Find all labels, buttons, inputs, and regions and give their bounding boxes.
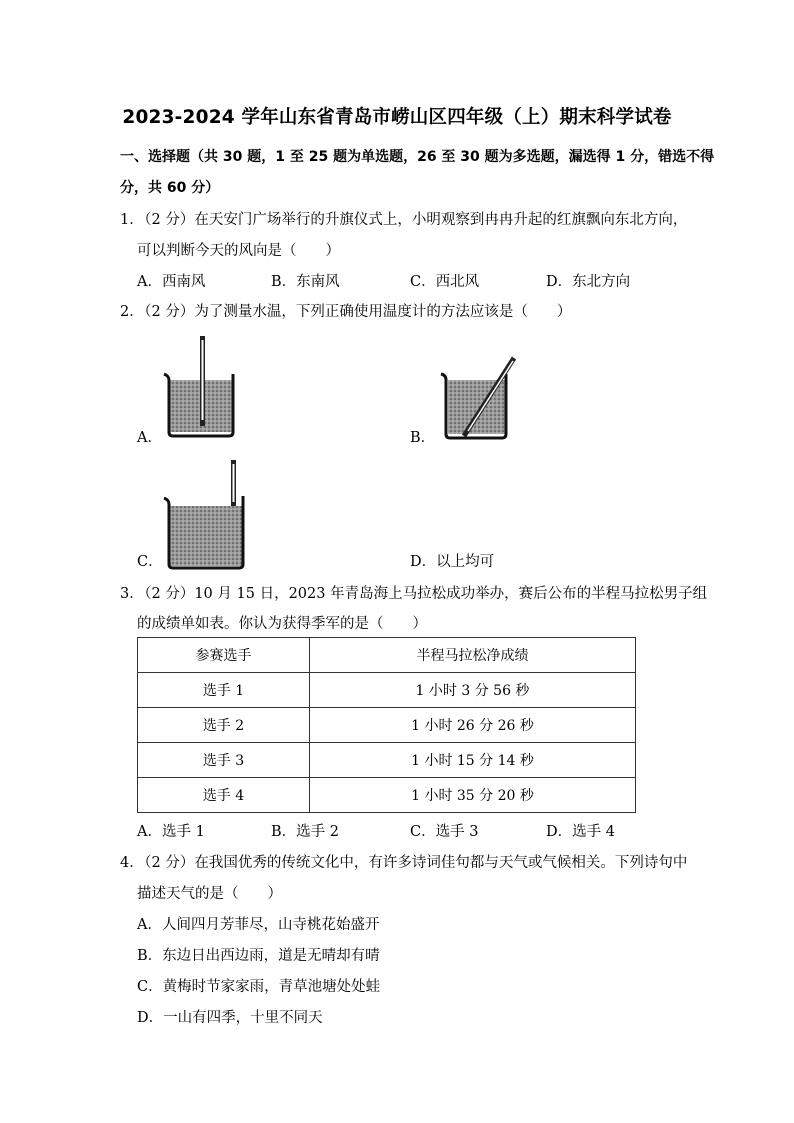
- table-row: [138, 708, 636, 743]
- option-a[interactable]: A．西南风: [137, 274, 206, 290]
- table-cell: 选手 3: [138, 743, 310, 778]
- option-b[interactable]: B．: [410, 430, 436, 446]
- results-table: [137, 637, 636, 813]
- question-4-text-cont: 描述天气的是（ ）: [137, 886, 282, 902]
- question-1-text: （2 分）在天安门广场举行的升旗仪式上，小明观察到冉冉升起的红旗飘向东北方向，: [137, 212, 688, 228]
- table-header-row: [138, 638, 636, 673]
- option-a[interactable]: A．: [137, 430, 162, 446]
- table-header: 参赛选手: [138, 638, 310, 673]
- table-row: [138, 673, 636, 708]
- option-a[interactable]: A．人间四月芳菲尽，山寺桃花始盛开: [137, 917, 380, 933]
- table-cell: 1 小时 35 分 20 秒: [310, 778, 636, 813]
- table-cell: 1 小时 3 分 56 秒: [310, 673, 636, 708]
- option-d[interactable]: D．选手 4: [546, 824, 615, 840]
- option-d[interactable]: D．东北方向: [546, 274, 631, 290]
- option-d[interactable]: D．一山有四季，十里不同天: [137, 1010, 323, 1026]
- option-c[interactable]: C．: [137, 554, 163, 570]
- question-1-text-cont: 可以判断今天的风向是（ ）: [137, 243, 340, 259]
- option-c[interactable]: C．西北风: [410, 274, 480, 290]
- beaker-thermometer-c-image: [160, 458, 250, 570]
- table-header: 半程马拉松净成绩: [310, 638, 636, 673]
- option-d[interactable]: D．以上均可: [410, 554, 495, 570]
- option-b[interactable]: B．选手 2: [271, 824, 339, 840]
- option-c[interactable]: C．黄梅时节家家雨，青草池塘处处蛙: [137, 979, 381, 995]
- table-row: [138, 778, 636, 813]
- option-a[interactable]: A．选手 1: [137, 824, 205, 840]
- question-3-number: 3．: [120, 586, 144, 602]
- question-3-text: （2 分）10 月 15 日，2023 年青岛海上马拉松成功举办，赛后公布的半程马拉松男子组: [137, 586, 708, 602]
- option-b[interactable]: B．东南风: [271, 274, 340, 290]
- option-c[interactable]: C．选手 3: [410, 824, 479, 840]
- table-cell: 选手 4: [138, 778, 310, 813]
- question-3-text-cont: 的成绩单如表。你认为获得季军的是（ ）: [137, 616, 427, 632]
- beaker-thermometer-a-image: [160, 334, 242, 438]
- beaker-thermometer-b-image: [434, 354, 524, 440]
- question-2-text: （2 分）为了测量水温，下列正确使用温度计的方法应该是（ ）: [137, 304, 572, 320]
- table-cell: 1 小时 26 分 26 秒: [310, 708, 636, 743]
- page-title: 2023-2024 学年山东省青岛市崂山区四年级（上）期末科学试卷: [122, 107, 672, 128]
- table-row: [138, 743, 636, 778]
- section-heading-cont: 分，共 60 分）: [120, 180, 220, 196]
- table-cell: 选手 2: [138, 708, 310, 743]
- question-1-number: 1．: [120, 212, 144, 228]
- section-heading: 一、选择题（共 30 题，1 至 25 题为单选题，26 至 30 题为多选题，漏选得 1 分，错选不得: [120, 149, 715, 165]
- table-cell: 1 小时 15 分 14 秒: [310, 743, 636, 778]
- table-cell: 选手 1: [138, 673, 310, 708]
- question-2-number: 2．: [120, 304, 144, 320]
- question-4-text: （2 分）在我国优秀的传统文化中，有许多诗词佳句都与天气或气候相关。下列诗句中: [137, 855, 688, 871]
- question-4-number: 4．: [120, 855, 144, 871]
- option-b[interactable]: B．东边日出西边雨，道是无晴却有晴: [137, 948, 380, 964]
